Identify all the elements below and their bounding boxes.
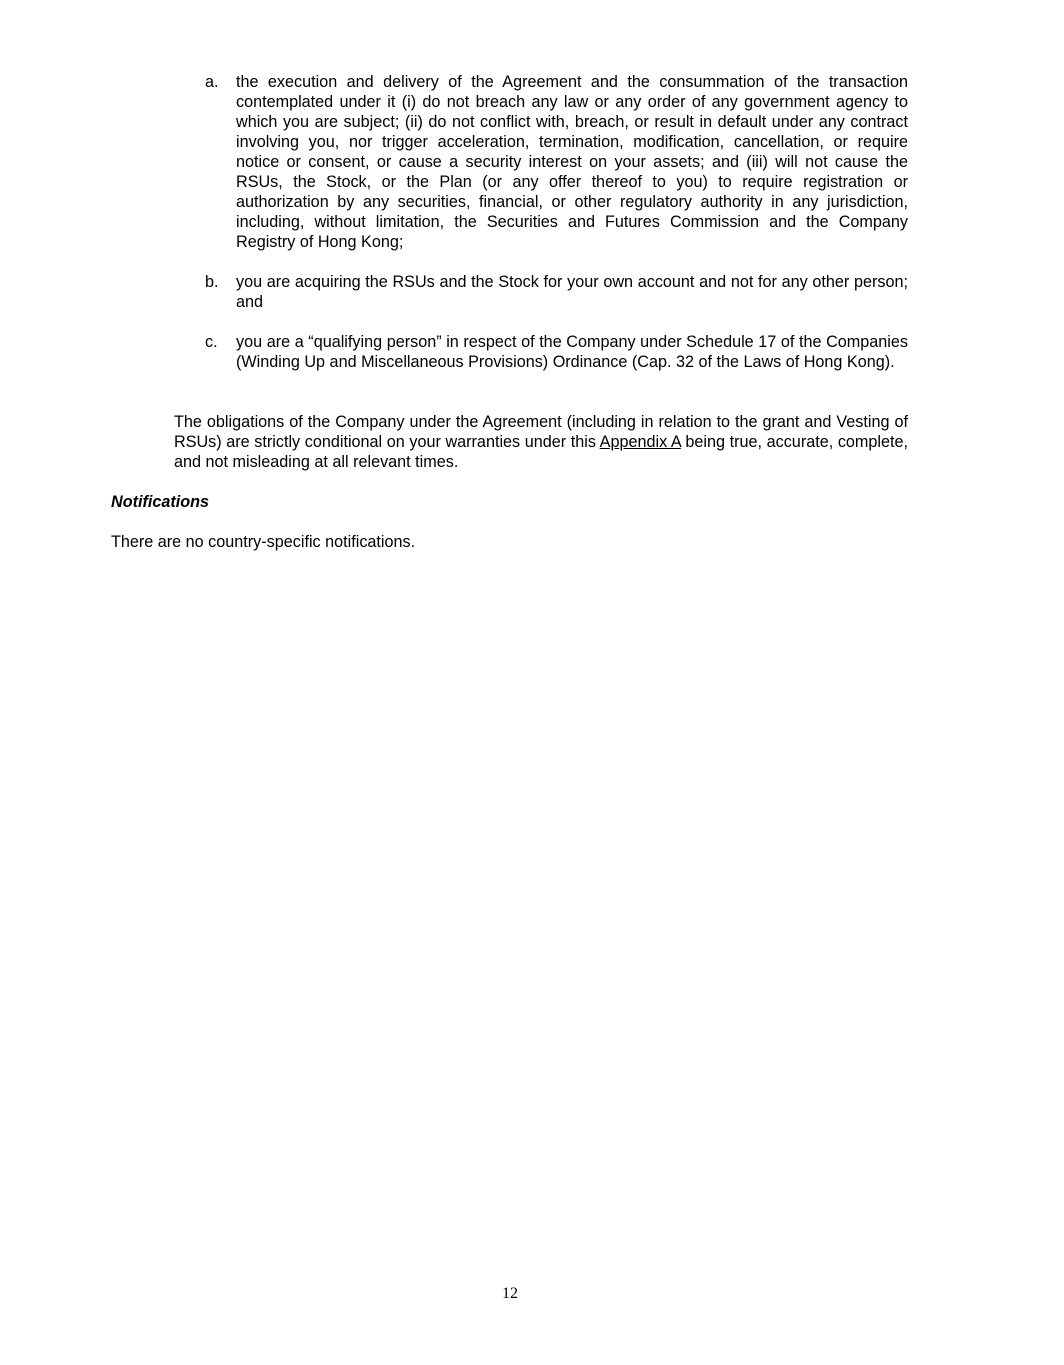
list-item-text: you are acquiring the RSUs and the Stock for your own account and not for any other person; and	[236, 273, 908, 311]
notifications-heading: Notifications	[111, 493, 210, 511]
list-item	[205, 272, 908, 312]
list-marker: b.	[205, 273, 219, 291]
warranty-list	[205, 72, 908, 392]
list-item	[205, 72, 908, 252]
obligations-paragraph	[174, 412, 908, 472]
appendix-a-reference: Appendix A	[599, 433, 681, 451]
obligations-text-end: being true, accurate, complete, and not misleading at all relevant times.	[174, 433, 908, 471]
list-marker: a.	[205, 73, 219, 91]
list-item	[205, 332, 908, 372]
list-item-text: the execution and delivery of the Agreement and the consummation of the transaction contemplated under it (i) do not breach any law or any order of any government agency to which you are subject; (ii) do not conflict with, breach, or result in default under any contract involving you, nor trigger acceleration, termination, modification, cancellation, or require notice or consent, or cause a security interest on your assets; and (iii) will not cause the RSUs, the Stock, or the Plan (or any offer thereof to you) to require registration or authorization by any securities, financial, or other regulatory authority in any jurisdiction, including, without limitation, the Securities and Futures Commission and the Company Registry of Hong Kong;	[236, 73, 908, 251]
page-number: 12	[502, 1285, 518, 1302]
list-item-text: you are a “qualifying person” in respect of the Company under Schedule 17 of the Companies (Winding Up and Miscellaneous Provisions) Ordinance (Cap. 32 of the Laws of Hong Kong).	[236, 333, 908, 371]
obligations-text-start: The obligations of the Company under the Agreement (including in relation to the grant and Vesting of RSUs) are strictly conditional on your warranties under this	[174, 413, 908, 451]
list-marker: c.	[205, 333, 218, 351]
notifications-text: There are no country-specific notifications.	[111, 533, 416, 551]
